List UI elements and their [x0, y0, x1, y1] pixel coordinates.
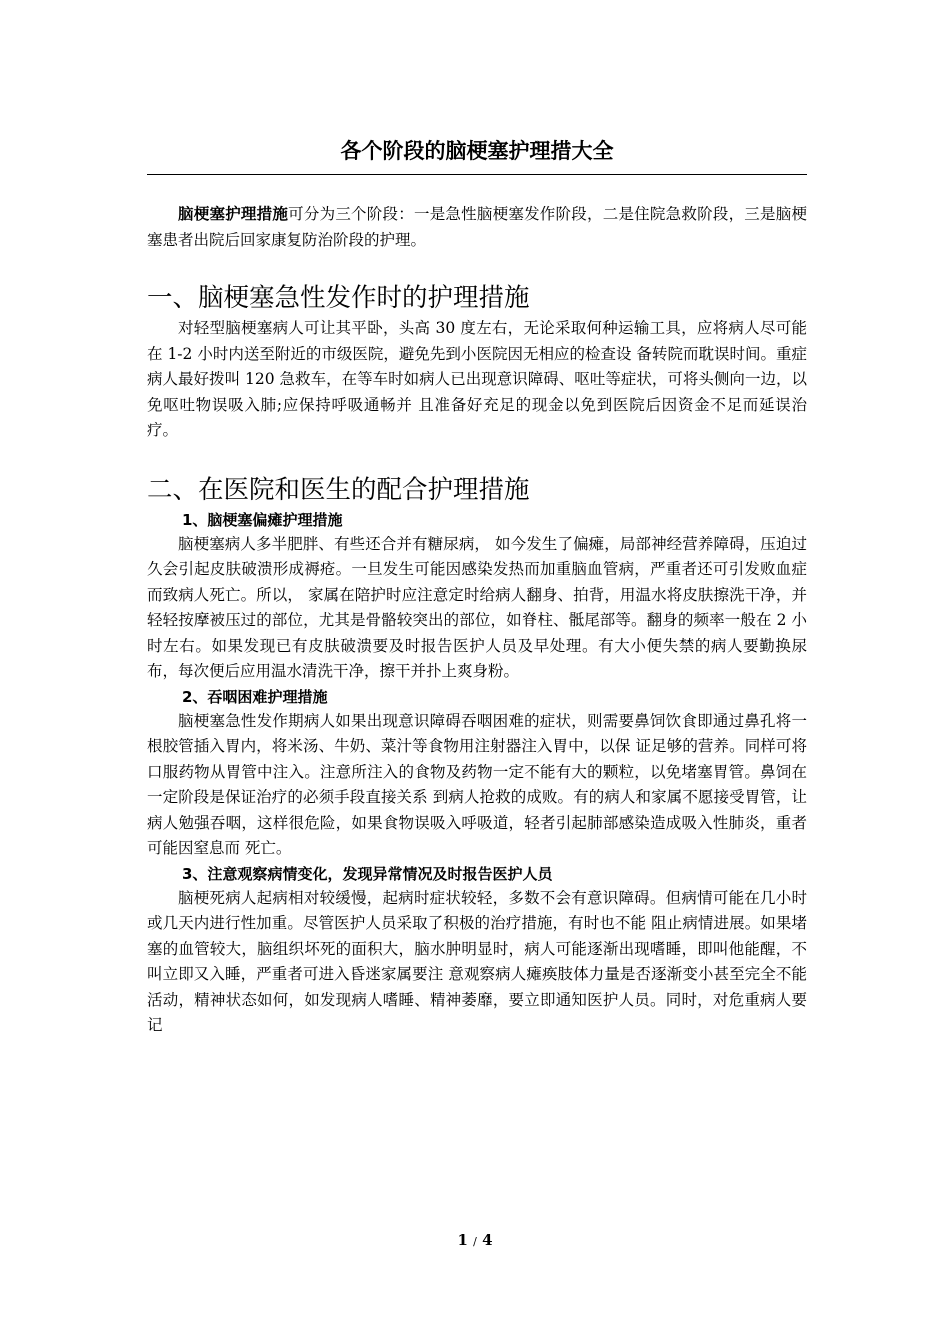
subsection-3-paragraph: 脑梗死病人起病相对较缓慢，起病时症状较轻，多数不会有意识障碍。但病情可能在几小时或几天内进行性加重。尽管医护人员采取了积极的治疗措施，有时也不能 阻止病情进展。如果堵塞的血管较大，脑组织坏死的面积大，脑水肿明显时，病人可能逐渐出现嗜睡，即叫他能醒，不叫立即又入睡，严重者可进入昏迷家属要注 意观察病人瘫痪肢体力量是否逐渐变小甚至完全不能活动，精神状态如何，如发现病人嗜睡、精神萎靡，要立即通知医护人员。同时，对危重病人要记	[147, 888, 807, 1034]
subsection-heading-3: 3、注意观察病情变化，发现异常情况及时报告医护人员	[182, 864, 553, 883]
intro-term: 脑梗塞护理措施	[178, 205, 289, 223]
page-separator: /	[473, 1235, 477, 1248]
section-1-paragraph: 对轻型脑梗塞病人可让其平卧，头高 30 度左右，无论采取何种运输工具，应将病人尽可能在 1-2 小时内送至附近的市级医院，避免先到小医院因无相应的检查设 备转院而耽误时间。重症病人最好拨叫 120 急救车，在等车时如病人已出现意识障碍、呕吐等症状，可将头侧向一边，以免呕吐物误吸入肺;应保持呼吸通畅并 且准备好充足的现金以免到医院后因资金不足而延误治疗。	[147, 319, 807, 439]
section-heading-1: 一、脑梗塞急性发作时的护理措施	[147, 283, 530, 313]
current-page-number: 1	[457, 1231, 468, 1249]
subsection-heading-2: 2、吞咽困难护理措施	[182, 687, 328, 706]
title-divider	[147, 174, 807, 175]
subsection-heading-1: 1、脑梗塞偏瘫护理措施	[182, 510, 343, 529]
subsection-1-paragraph: 脑梗塞病人多半肥胖、有些还合并有糖尿病， 如今发生了偏瘫，局部神经营养障碍，压迫过久会引起皮肤破溃形成褥疮。一旦发生可能因感染发热而加重脑血管病，严重者还可引发败血症而致病人死亡。所以， 家属在陪护时应注意定时给病人翻身、拍背，用温水将皮肤擦洗干净，并轻轻按摩被压过的部位，尤其是骨骼较突出的部位，如脊柱、骶尾部等。翻身的频率一般在 2 小时左右。如果发现已有皮肤破溃要及时报告医护人员及早处理。有大小便失禁的病人要勤换尿布，每次便后应用温水清洗干净，擦干并扑上爽身粉。	[147, 534, 807, 680]
page-content	[147, 136, 807, 1039]
section-heading-2: 二、在医院和医生的配合护理措施	[147, 474, 530, 505]
subsection-2-paragraph: 脑梗塞急性发作期病人如果出现意识障碍吞咽困难的症状，则需要鼻饲饮食即通过鼻孔将一根胶管插入胃内，将米汤、牛奶、菜汁等食物用注射器注入胃中，以保 证足够的营养。同样可将口服药物从胃管中注入。注意所注入的食物及药物一定不能有大的颗粒，以免堵塞胃管。鼻饲在一定阶段是保证治疗的必须手段直接关系 到病人抢救的成败。有的病人和家属不愿接受胃管，让病人勉强吞咽，这样很危险，如果食物误吸入呼吸道，轻者引起肺部感染造成吸入性肺炎，重者可能因窒息而 死亡。	[147, 711, 807, 857]
intro-text: 可分为三个阶段：一是急性脑梗塞发作阶段，二是住院急救阶段，三是脑梗塞患者出院后回家康复防治阶段的护理。	[147, 205, 807, 249]
page-number-footer	[0, 1230, 950, 1252]
document-title: 各个阶段的脑梗塞护理措大全	[340, 139, 614, 163]
intro-paragraph	[147, 202, 807, 253]
total-page-count: 4	[482, 1231, 493, 1249]
